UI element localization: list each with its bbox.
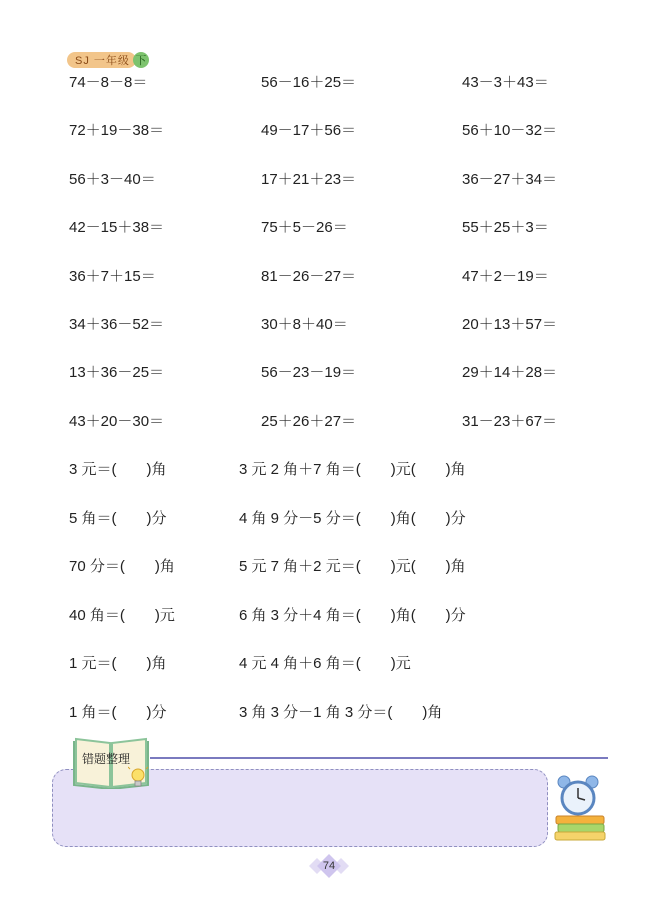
money-row (0, 458, 658, 484)
money-problem[interactable]: 3 元 2 角＋7 角＝( )元( )角 (239, 461, 466, 478)
arithmetic-problem: 36－27＋34＝ (462, 170, 558, 188)
error-section-title: 错题整理 (82, 752, 131, 766)
arithmetic-row (0, 265, 658, 291)
section-divider (150, 757, 608, 759)
money-problem[interactable]: 4 角 9 分－5 分＝( )角( )分 (239, 509, 466, 527)
arithmetic-problem: 13＋36－25＝ (69, 364, 165, 382)
arithmetic-problem: 42－15＋38＝ (69, 219, 165, 237)
money-row (0, 701, 658, 727)
arithmetic-problem: 36＋7＋15＝ (69, 267, 156, 285)
arithmetic-problem: 72＋19－38＝ (69, 122, 165, 140)
arithmetic-problem: 56－23－19＝ (261, 364, 357, 382)
arithmetic-problem: 43＋20－30＝ (69, 412, 165, 430)
arithmetic-row (0, 361, 658, 387)
arithmetic-problem: 17＋21＋23＝ (261, 170, 357, 188)
arithmetic-problem: 56－16＋25＝ (261, 74, 357, 91)
money-problem[interactable]: 3 元＝( )角 (69, 461, 167, 478)
arithmetic-problem: 20＋13＋57＝ (462, 316, 558, 333)
arithmetic-problem: 47＋2－19＝ (462, 267, 549, 285)
arithmetic-problem: 43－3＋43＝ (462, 74, 549, 91)
arithmetic-problem: 74－8－8＝ (69, 74, 148, 91)
arithmetic-row (0, 168, 658, 194)
money-row (0, 652, 658, 678)
money-row (0, 555, 658, 581)
volume-label: 下 (133, 52, 149, 68)
page-number-badge (303, 852, 355, 880)
money-row (0, 604, 658, 630)
arithmetic-row (0, 216, 658, 242)
grade-badge (67, 52, 149, 68)
arithmetic-problem: 49－17＋56＝ (261, 122, 357, 140)
arithmetic-problem: 81－26－27＝ (261, 267, 357, 285)
money-problem[interactable]: 3 角 3 分－1 角 3 分＝( )角 (239, 703, 443, 721)
page-number: 74 (322, 860, 336, 872)
arithmetic-problem: 34＋36－52＝ (69, 316, 165, 333)
money-problem[interactable]: 40 角＝( )元 (69, 606, 175, 624)
money-row (0, 507, 658, 533)
lightbulb-icon (128, 766, 148, 790)
alarm-clock-icon (552, 772, 608, 842)
arithmetic-problem: 56＋10－32＝ (462, 122, 558, 140)
money-problem[interactable]: 5 角＝( )分 (69, 509, 167, 527)
arithmetic-problem: 56＋3－40＝ (69, 170, 156, 188)
money-problem[interactable]: 5 元 7 角＋2 元＝( )元( )角 (239, 558, 466, 575)
money-problem[interactable]: 70 分＝( )角 (69, 558, 175, 575)
money-problem[interactable]: 6 角 3 分＋4 角＝( )角( )分 (239, 606, 466, 624)
arithmetic-row (0, 119, 658, 145)
arithmetic-problem: 55＋25＋3＝ (462, 219, 549, 237)
grade-label: SJ 一年级 (67, 52, 136, 68)
money-problem[interactable]: 1 角＝( )分 (69, 703, 167, 721)
money-problem[interactable]: 1 元＝( )角 (69, 655, 167, 672)
arithmetic-row (0, 71, 658, 97)
arithmetic-problem: 75＋5－26＝ (261, 219, 348, 237)
arithmetic-row (0, 313, 658, 339)
arithmetic-problem: 29＋14＋28＝ (462, 364, 558, 382)
arithmetic-problem: 25＋26＋27＝ (261, 412, 357, 430)
arithmetic-row (0, 410, 658, 436)
arithmetic-problem: 30＋8＋40＝ (261, 316, 348, 333)
money-problem[interactable]: 4 元 4 角＋6 角＝( )元 (239, 655, 411, 672)
arithmetic-problem: 31－23＋67＝ (462, 412, 558, 430)
